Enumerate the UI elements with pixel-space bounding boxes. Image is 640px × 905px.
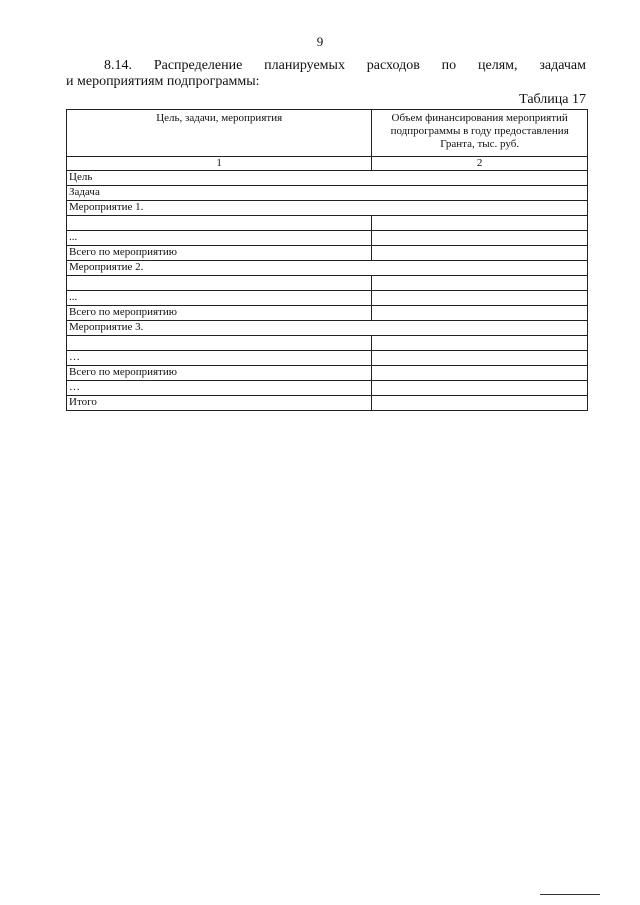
row-label-cell: ...	[67, 291, 372, 306]
table-row	[67, 351, 588, 366]
row-label-cell: …	[67, 381, 372, 396]
table-row	[67, 381, 588, 396]
row-label-cell: Цель	[67, 171, 588, 186]
row-label-cell	[67, 216, 372, 231]
column-number-row	[67, 157, 588, 171]
row-label-cell: Мероприятие 3.	[67, 321, 588, 336]
row-label-cell: ...	[67, 231, 372, 246]
row-label-cell	[67, 336, 372, 351]
footer-rule	[540, 894, 600, 895]
header-cell-funding: Объем финансирования мероприятий подпрограммы в году предоставления Гранта, тыс. руб.	[372, 110, 588, 157]
row-value-cell	[372, 351, 588, 366]
section-heading	[66, 58, 586, 90]
table-row	[67, 276, 588, 291]
table-header-row	[67, 110, 588, 157]
table-row	[67, 336, 588, 351]
table-row	[67, 291, 588, 306]
column-number-1: 1	[67, 157, 372, 171]
column-number-2: 2	[372, 157, 588, 171]
table-row	[67, 246, 588, 261]
row-label-cell: Всего по мероприятию	[67, 246, 372, 261]
row-label-cell: Задача	[67, 186, 588, 201]
row-value-cell	[372, 366, 588, 381]
table-row	[67, 171, 588, 186]
expenses-table	[66, 109, 588, 411]
heading-line-2: и мероприятиям подпрограммы:	[66, 74, 260, 89]
table-row	[67, 261, 588, 276]
row-value-cell	[372, 216, 588, 231]
row-value-cell	[372, 246, 588, 261]
row-value-cell	[372, 396, 588, 411]
row-value-cell	[372, 231, 588, 246]
table-row	[67, 396, 588, 411]
row-value-cell	[372, 291, 588, 306]
row-label-cell: Итого	[67, 396, 372, 411]
row-value-cell	[372, 381, 588, 396]
row-value-cell	[372, 336, 588, 351]
table-row	[67, 216, 588, 231]
row-label-cell	[67, 276, 372, 291]
row-value-cell	[372, 306, 588, 321]
page-number: 9	[316, 34, 324, 49]
table-row	[67, 201, 588, 216]
table-row	[67, 366, 588, 381]
row-label-cell: …	[67, 351, 372, 366]
table-row	[67, 186, 588, 201]
table-row	[67, 321, 588, 336]
row-label-cell: Всего по мероприятию	[67, 366, 372, 381]
row-value-cell	[372, 276, 588, 291]
table-row	[67, 231, 588, 246]
header-cell-goals: Цель, задачи, мероприятия	[67, 110, 372, 157]
row-label-cell: Мероприятие 1.	[67, 201, 588, 216]
row-label-cell: Всего по мероприятию	[67, 306, 372, 321]
heading-line-1: 8.14. Распределение планируемых расходов по целям, задачам	[104, 58, 586, 73]
table-row	[67, 306, 588, 321]
row-label-cell: Мероприятие 2.	[67, 261, 588, 276]
table-caption: Таблица 17	[519, 92, 586, 107]
